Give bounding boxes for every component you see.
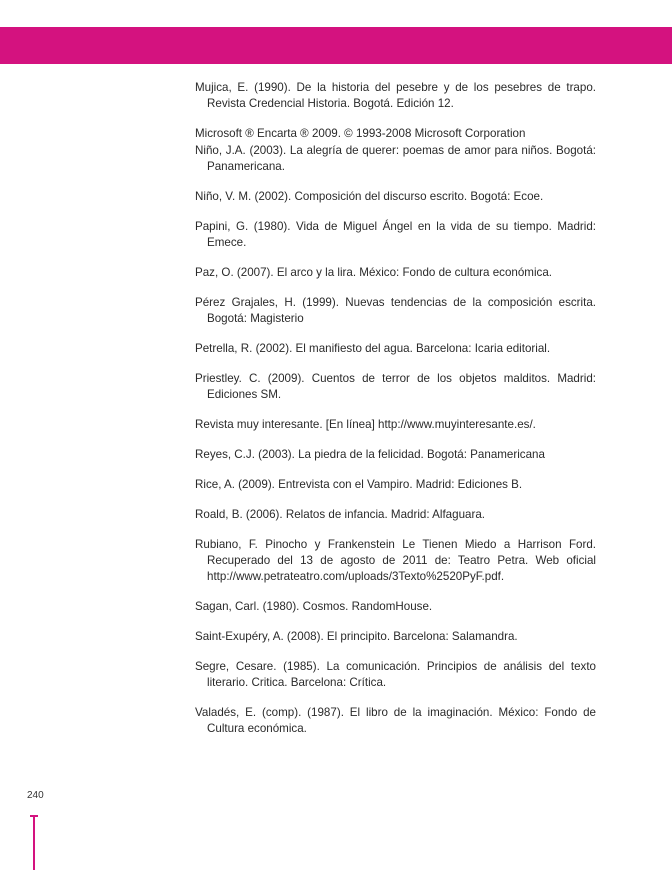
reference-entry: Paz, O. (2007). El arco y la lira. México: Fondo de cultura económica.: [195, 266, 552, 279]
reference-entry: Priestley. C. (2009). Cuentos de terror de los objetos malditos. Madrid: Ediciones SM.: [195, 372, 596, 401]
reference-entry: Reyes, C.J. (2003). La piedra de la felicidad. Bogotá: Panamericana: [195, 448, 545, 461]
reference-entry: Microsoft ® Encarta ® 2009. © 1993-2008 Microsoft Corporation: [195, 127, 526, 140]
reference-entry: Niño, J.A. (2003). La alegría de querer: poemas de amor para niños. Bogotá: Panamericana.: [195, 144, 596, 173]
reference-entry: Mujica, E. (1990). De la historia del pesebre y de los pesebres de trapo. Revista Credencial Historia. Bogotá. Edición 12.: [195, 81, 596, 110]
margin-rule: [33, 816, 35, 870]
reference-entry: Segre, Cesare. (1985). La comunicación. Principios de análisis del texto literario. Critica. Barcelona: Crítica.: [195, 660, 596, 689]
reference-entry: Petrella, R. (2002). El manifiesto del agua. Barcelona: Icaria editorial.: [195, 342, 551, 355]
reference-entry: Saint-Exupéry, A. (2008). El principito. Barcelona: Salamandra.: [195, 630, 518, 643]
reference-entry: Niño, V. M. (2002). Composición del discurso escrito. Bogotá: Ecoe.: [195, 190, 544, 203]
page-number: 240: [27, 790, 44, 801]
reference-entry: Rice, A. (2009). Entrevista con el Vampiro. Madrid: Ediciones B.: [195, 478, 523, 491]
reference-entry: Pérez Grajales, H. (1999). Nuevas tendencias de la composición escrita. Bogotá: Magisterio: [195, 296, 596, 325]
reference-entry: Valadés, E. (comp). (1987). El libro de la imaginación. México: Fondo de Cultura económica.: [195, 706, 596, 735]
reference-list: [195, 80, 596, 751]
reference-entry: Roald, B. (2006). Relatos de infancia. Madrid: Alfaguara.: [195, 508, 486, 521]
header-color-band: [0, 27, 672, 64]
reference-entry: Revista muy interesante. [En línea] http://www.muyinteresante.es/.: [195, 418, 536, 431]
reference-entry: Sagan, Carl. (1980). Cosmos. RandomHouse.: [195, 600, 433, 613]
reference-entry: Papini, G. (1980). Vida de Miguel Ángel en la vida de su tiempo. Madrid: Emece.: [195, 220, 596, 249]
reference-entry: Rubiano, F. Pinocho y Frankenstein Le Tienen Miedo a Harrison Ford. Recuperado del 13 de agosto de 2011 de: Teatro Petra. Web oficial http://www.petrateatro.com/uploads/3Texto%2520PyF.pdf.: [195, 538, 596, 583]
